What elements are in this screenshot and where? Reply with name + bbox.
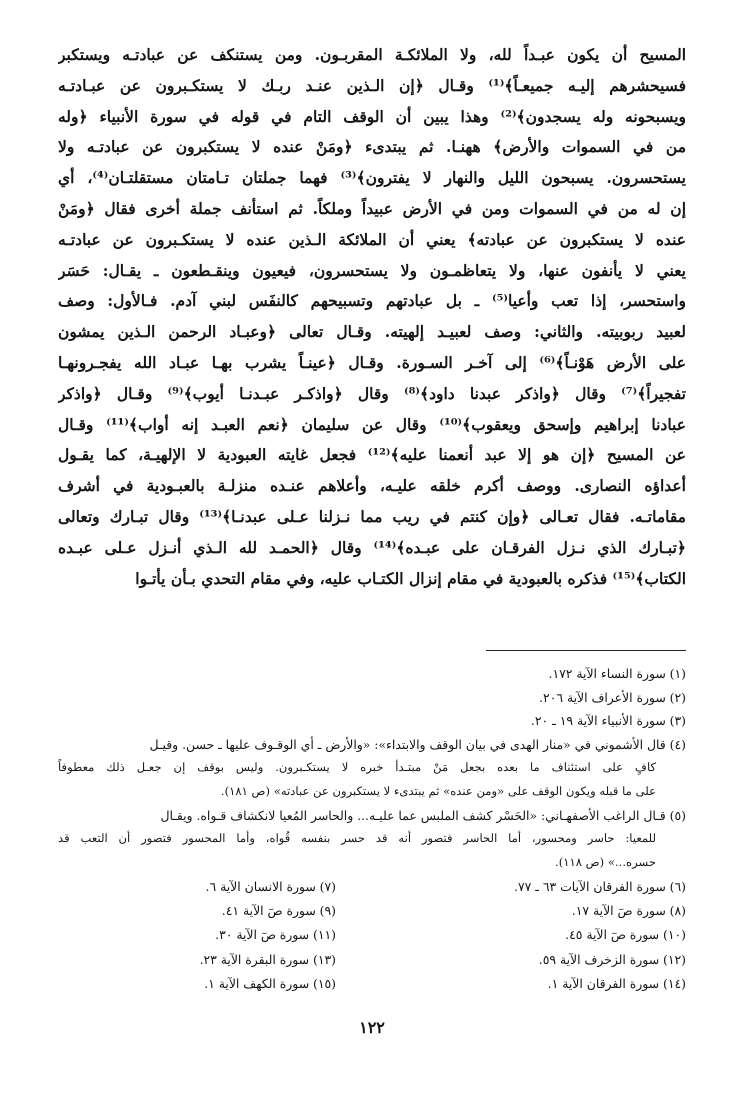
footnote: (١٠) سورة صٓ الآية ٤٥. [565, 927, 686, 943]
footnote-continuation: حسره...» (ص ١١٨). [555, 854, 656, 869]
footnote-continuation: على ما قبله ويكون الوقف على «ومن عنده» ثم يبتدىء لا يستكبرون عن عبادته» (ص ١٨١). [220, 783, 656, 798]
footnote-continuation: كافٍ على استئناف ما بعده بجعل مَنْ مبتـدأ خبره لا يستكـبرون. وليس بوقف إن جعـل ذلك معطوفاً [58, 760, 656, 775]
text-line: عنده لا يستكبرون عن عبادته﴾ يعني أن الملائكة الـذين عنده لا يستكـبرون عن عبادتـه [58, 229, 686, 249]
text-line: ويسبحونه وله يسجدون﴾⁽²⁾ وهذا يبين أن الوقف التام في قوله في سورة الأنبياء ﴿وله [58, 106, 686, 126]
footnote-continuation: للمعيا: حاسر ومحسور، أما الحاسر فتصور أنه قد حسر بنفسه قُواه، وأما المحسور فتصور أن التعب قد [58, 831, 656, 846]
text-line: فسيحشرهم إليـه جميعـاً﴾⁽¹⁾ وقـال ﴿إن الـذين عنـد ربـك لا يستكـبرون عن عبـادتـه [58, 75, 686, 95]
footnote: (١٢) سورة الزخرف الآية ٥٩. [538, 951, 686, 967]
text-line: الكتاب﴾⁽¹⁵⁾ فذكره بالعبودية في مقام إنزال الكتـاب عليه، وفي مقام التحدي بـأن يأتـوا [135, 568, 686, 588]
text-line: ﴿تبـارك الذي نـزل الفرقـان على عبـده﴾⁽¹⁴⁾ وقال ﴿الحمـد لله الـذي أنـزل عـلى عبـده [58, 537, 686, 557]
footnote-separator [486, 650, 686, 651]
text-line: تفجيراً﴾⁽⁷⁾ وقال ﴿واذكر عبدنا داود﴾⁽⁸⁾ وقال ﴿واذكـر عبـدنـا أيوب﴾⁽⁹⁾ وقـال ﴿واذكر [58, 383, 686, 403]
text-line: أعداؤه النصارى. ووصف أكرم خلقه عليـه، وأعلاهم عنـده منزلـة بالعبـودية في أشرف [58, 476, 686, 496]
footnote: (١٤) سورة الفرقان الآية ١. [547, 975, 686, 991]
text-line: لعبيد ربوبيته. والثاني: وصف لعبيـد إلهيته. وقـال تعالى ﴿وعبـاد الرحمن الـذين يمشون [58, 322, 686, 342]
footnote: (٧) سورة الانسان الآية ٦. [205, 879, 336, 894]
text-line: عن المسيح ﴿إن هو إلا عبد أنعمنا عليه﴾⁽¹²⁾ فجعل غايته العبودية لا الإلهيـة، كما يقـول [58, 445, 686, 465]
footnote: (١٣) سورة البقرة الآية ٢٣. [199, 951, 336, 967]
footnotes [58, 662, 686, 874]
text-line: يستحسرون. يسبحون الليل والنهار لا يفترون﴾⁽³⁾ فهما جملتان تـامتان مستقلتـان⁽⁴⁾، أي [58, 168, 686, 188]
footnote: (٥) قـال الراغب الأصفهـاني: «الحَسْر كشف الملبس عما عليـه... والحاسر المُعيا لانكشاف قـواه. ويقـال [160, 807, 686, 823]
page-number: ١٢٢ [359, 1018, 385, 1037]
text-line: مقاماتـه. فقال تعـالى ﴿وإن كنتم في ريب مما نـزلنا عـلى عبدنـا﴾⁽¹³⁾ وقال تبـارك وتعالى [58, 506, 686, 526]
text-line: على الأرض هَوْنـاً﴾⁽⁶⁾ إلى آخـر السـورة. وقـال ﴿عينـاً يشرب بهـا عبـاد الله يفجـرونهـا [58, 352, 686, 372]
footnote: (٣) سورة الأنبياء الآية ١٩ ـ ٢٠. [530, 713, 686, 729]
text-line: إن له من في السموات ومن في الأرض عبيداً وملكاً. ثم استأنف جملة أخرى فقال ﴿ومَنْ [58, 198, 686, 218]
text-line: يعني لا يأنفون عنها، ولا يتعاظمـون ولا يستحسرون، فيعيون وينقـطعون ـ يقـال: حَسَر [58, 260, 686, 280]
main-text [58, 40, 686, 594]
footnote: (١٥) سورة الكهف الآية ١. [204, 975, 336, 991]
footnote-columns [58, 875, 686, 996]
footnote: (٤) قال الأشموني في «منار الهدى في بيان الوقف والابتداء»: «والأرض ـ أي الوقـوف عليها ـ حسن. وقيـل [149, 736, 686, 752]
text-line: عبادنا إبراهيم وإسحق ويعقوب﴾⁽¹⁰⁾ وقال عن سليمان ﴿نعم العبـد إنه أواب﴾⁽¹¹⁾ وقـال [58, 414, 686, 434]
footnote: (٨) سورة صٓ الآية ١٧. [571, 903, 686, 919]
footnote: (١) سورة النساء الآية ١٧٢. [548, 666, 686, 681]
text-line: واستحسر، إذا تعب وأعيا⁽⁵⁾ ـ بل عبادتهم وتسبيحهم كالنفَس لبني آدم. فـالأول: وصف [58, 291, 686, 311]
footnote: (٩) سورة صٓ الآية ٤١. [221, 903, 336, 919]
text-line: المسيح أن يكون عبـداً لله، ولا الملائكـة المقربـون. ومن يستنكف عن عبادتـه ويستكبر [58, 45, 686, 64]
footnote: (٢) سورة الأعراف الآية ٢٠٦. [539, 689, 686, 705]
book-page [58, 40, 686, 1037]
text-line: من في السموات والأرض﴾ ههنـا. ثم يبتدىء ﴿ومَنْ عنده لا يستكبرون عن عبادتـه ولا [58, 137, 686, 157]
footnote: (٦) سورة الفرقان الآيات ٦٣ ـ ٧٧. [514, 879, 686, 894]
footnote: (١١) سورة صٓ الآية ٣٠. [215, 927, 336, 943]
